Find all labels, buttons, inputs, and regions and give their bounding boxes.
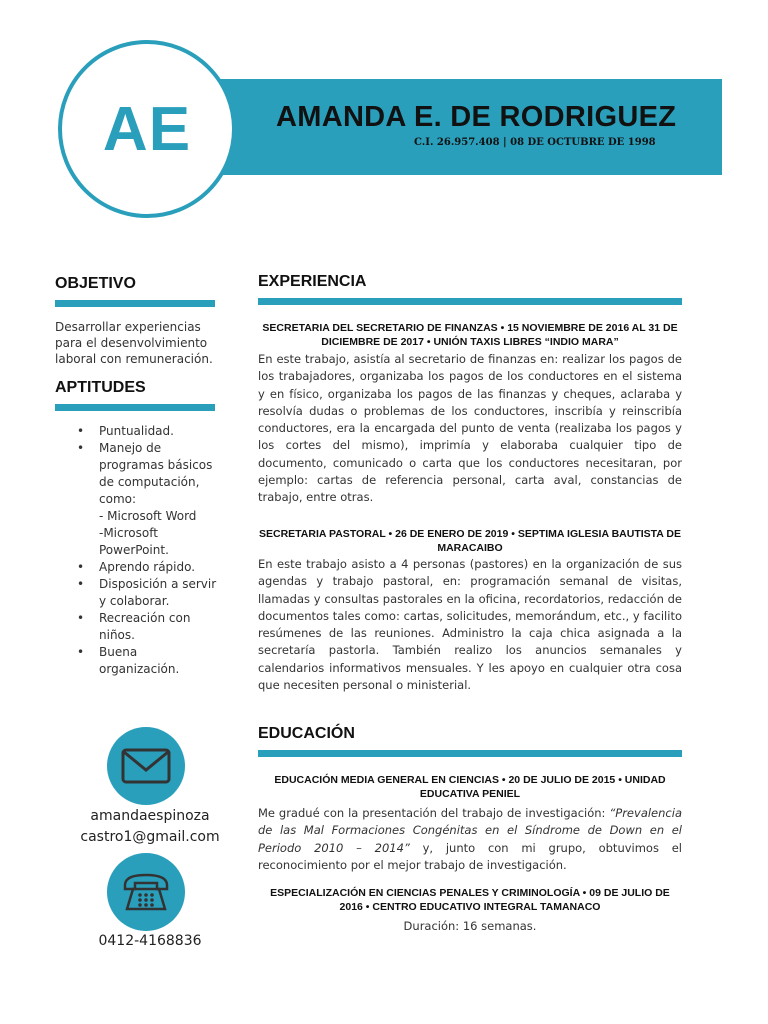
aptitude-item: • Disposición a servir y colaborar. xyxy=(55,576,220,610)
education-duration: Duración: 16 semanas. xyxy=(403,919,537,933)
objetivo-text: Desarrollar experiencias para el desenvolvimiento laboral con remuneración. xyxy=(55,320,213,366)
aptitude-item: • Aprendo rápido. xyxy=(55,559,220,576)
email-line-2: castro1@gmail.com xyxy=(80,829,220,845)
educacion-divider xyxy=(258,750,682,757)
monogram-circle xyxy=(58,40,236,218)
aptitudes-title: APTITUDES xyxy=(55,379,146,396)
education-desc-end: y, junto con mi grupo, obtuvimos el reconocimiento por el mejor trabajo de investigación. xyxy=(258,840,683,872)
aptitude-item: • Buena organización. xyxy=(55,644,220,678)
job-heading: SECRETARIA DEL SECRETARIO DE FINANZAS • 15 NOVIEMBRE DE 2016 AL 31 DE DICIEMBRE DE 2017 • UNIÓN TAXIS LIBRES “INDIO MARA” xyxy=(262,322,678,348)
phone-number[interactable]: 0412-4168836 xyxy=(98,933,202,949)
aptitude-item: • Puntualidad. xyxy=(55,423,220,440)
email-address[interactable] xyxy=(50,806,250,848)
experiencia-title: EXPERIENCIA xyxy=(258,273,367,290)
monogram-initials: AE xyxy=(102,94,192,164)
aptitudes-divider xyxy=(55,404,215,411)
phone-icon-circle xyxy=(107,853,185,931)
job-description: En este trabajo asisto a 4 personas (pastores) en la organización de sus agendas y trabajo pastoral, en: programación semanal de visitas, llamadas y consultas pastorales en la oficina, recordatorios, redacción de documentos tales como: cartas, solicitudes, memorándum, etc., y facilito resúmenes de las reuniones. Administro la caja chica asignada a la secretaría pastorla. También realizo los anuncios semanales y calendarios informativos mensuales. Y les apoyo en cualquier otra cosa que necesiten personal o ministerial. xyxy=(258,557,682,693)
job-description: En este trabajo, asistía al secretario de finanzas en: realizar los pagos de los trabajadores, organizaba los pagos de los conductores en el sistema y en físico, organizaba los pagos de las finanzas y cheques, aclaraba y resolvía dudas o problemas de los conductores, inscribía y reinscribía conductores, era la encargada del punto de venta (realizaba los pagos y los cortes del mismo), imprimía y elaboraba cualquier tipo de documento, comunicado o carta que los conductores necesitaran, por ejemplo: cartas de referencia personal, carta aval, constancias de trabajo, entre otras. xyxy=(258,352,682,505)
experiencia-divider xyxy=(258,298,682,305)
thesis-title: “Prevalencia de las Mal Formaciones Congénitas en el Síndrome de Down en el Periodo 2010 – 2014” xyxy=(258,806,682,855)
job-heading: SECRETARIA PASTORAL • 26 DE ENERO DE 2019 • SEPTIMA IGLESIA BAUTISTA DE MARACAIBO xyxy=(259,528,681,554)
objetivo-divider xyxy=(55,300,215,307)
candidate-name: AMANDA E. DE RODRIGUEZ xyxy=(276,101,677,133)
envelope-icon xyxy=(121,748,171,784)
aptitudes-list xyxy=(55,423,220,678)
aptitude-item: • Recreación con niños. xyxy=(55,610,220,644)
objetivo-title: OBJETIVO xyxy=(55,275,136,292)
telephone-icon xyxy=(121,871,171,913)
education-desc-start: Me gradué con la presentación del trabajo de investigación: xyxy=(258,806,610,820)
email-line-1: amandaespinoza xyxy=(90,808,210,824)
education-description xyxy=(258,805,682,874)
email-icon-circle xyxy=(107,727,185,805)
educacion-title: EDUCACIÓN xyxy=(258,725,355,742)
education-heading: ESPECIALIZACIÓN EN CIENCIAS PENALES Y CRIMINOLOGÍA • 09 DE JULIO DE 2016 • CENTRO EDUCATIVO INTEGRAL TAMANACO xyxy=(270,887,670,913)
aptitude-item: • Manejo de programas básicos de computación, como: - Microsoft Word -Microsoft PowerPoint. xyxy=(55,440,220,559)
education-heading: EDUCACIÓN MEDIA GENERAL EN CIENCIAS • 20 DE JULIO DE 2015 • UNIDAD EDUCATIVA PENIEL xyxy=(274,774,666,800)
id-and-birthdate: C.I. 26.957.408 | 08 DE OCTUBRE DE 1998 xyxy=(414,137,656,148)
